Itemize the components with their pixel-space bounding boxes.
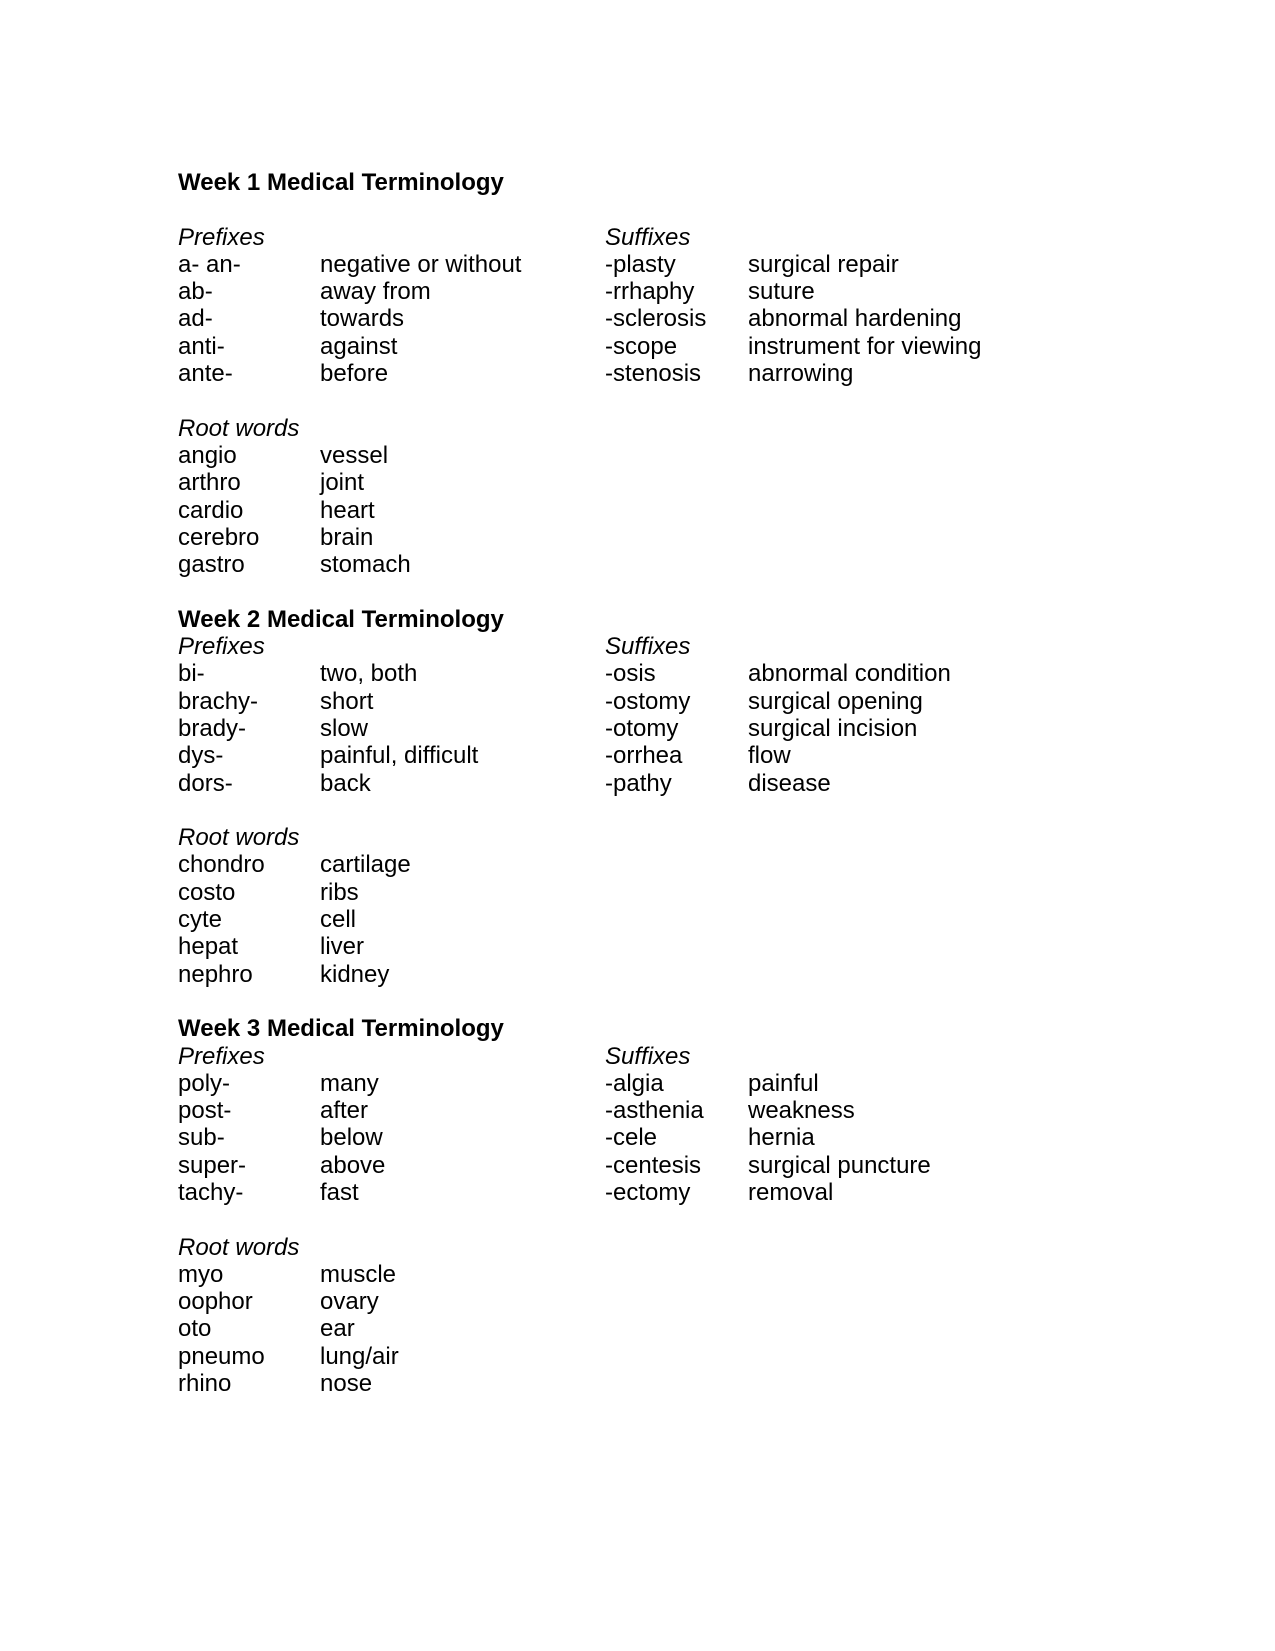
suffix-definition: surgical incision	[748, 714, 918, 742]
root-definition: heart	[320, 496, 375, 524]
root-term: angio	[178, 441, 237, 469]
root-term: arthro	[178, 469, 241, 497]
root-definition: stomach	[320, 551, 411, 579]
root-row	[178, 442, 1078, 469]
root-row	[178, 1370, 1078, 1397]
suffix-definition: abnormal condition	[748, 660, 951, 688]
blank-line	[178, 387, 1078, 414]
suffixes-heading: Suffixes	[605, 223, 691, 251]
root-row	[178, 524, 1078, 551]
prefix-definition: fast	[320, 1178, 359, 1206]
section-header-row	[178, 633, 1078, 660]
section-header-row	[178, 1043, 1078, 1070]
root-row	[178, 551, 1078, 578]
suffix-definition: hernia	[748, 1124, 815, 1152]
prefixes-heading: Prefixes	[178, 1042, 265, 1070]
suffix-term: -orrhea	[605, 742, 683, 770]
prefix-definition: away from	[320, 278, 431, 306]
root-header-row	[178, 824, 1078, 851]
root-row	[178, 497, 1078, 524]
prefix-term: post-	[178, 1097, 232, 1125]
suffix-term: -rrhaphy	[605, 278, 695, 306]
root-row	[178, 1288, 1078, 1315]
term-row	[178, 742, 1078, 769]
root-definition: ear	[320, 1315, 355, 1343]
root-row	[178, 469, 1078, 496]
prefix-term: dys-	[178, 742, 224, 770]
suffix-term: -pathy	[605, 769, 672, 797]
root-words-heading: Root words	[178, 414, 300, 442]
root-definition: vessel	[320, 441, 389, 469]
suffix-definition: disease	[748, 769, 831, 797]
suffix-term: -ostomy	[605, 687, 691, 715]
root-row	[178, 933, 1078, 960]
root-definition: muscle	[320, 1260, 397, 1288]
suffix-term: -asthenia	[605, 1097, 704, 1125]
root-term: oto	[178, 1315, 212, 1343]
root-term: nephro	[178, 960, 253, 988]
root-row	[178, 851, 1078, 878]
prefix-term: sub-	[178, 1124, 225, 1152]
root-term: cardio	[178, 496, 244, 524]
root-header-row	[178, 1234, 1078, 1261]
prefix-term: dors-	[178, 769, 233, 797]
prefixes-heading: Prefixes	[178, 633, 265, 661]
suffix-term: -sclerosis	[605, 305, 707, 333]
prefix-definition: towards	[320, 305, 405, 333]
term-row	[178, 251, 1078, 278]
blank-line	[178, 196, 1078, 223]
suffix-definition: painful	[748, 1069, 819, 1097]
root-definition: lung/air	[320, 1342, 399, 1370]
suffix-definition: flow	[748, 742, 791, 770]
suffix-definition: narrowing	[748, 360, 854, 388]
prefixes-heading: Prefixes	[178, 223, 265, 251]
terminology-document	[178, 169, 1078, 1425]
suffixes-heading: Suffixes	[605, 633, 691, 661]
suffix-term: -centesis	[605, 1151, 702, 1179]
blank-line	[178, 1397, 1078, 1424]
prefix-definition: below	[320, 1124, 383, 1152]
prefix-definition: slow	[320, 714, 369, 742]
root-term: hepat	[178, 933, 239, 961]
root-definition: joint	[320, 469, 365, 497]
root-term: myo	[178, 1260, 224, 1288]
root-header-row	[178, 415, 1078, 442]
prefix-term: bi-	[178, 660, 205, 688]
root-term: rhino	[178, 1370, 232, 1398]
prefix-term: a- an-	[178, 250, 241, 278]
term-row	[178, 660, 1078, 687]
prefix-term: poly-	[178, 1069, 231, 1097]
prefix-definition: against	[320, 332, 398, 360]
term-row	[178, 770, 1078, 797]
root-definition: nose	[320, 1370, 373, 1398]
prefix-term: ad-	[178, 305, 213, 333]
suffix-definition: removal	[748, 1178, 834, 1206]
term-row	[178, 305, 1078, 332]
suffix-term: -algia	[605, 1069, 664, 1097]
suffix-definition: abnormal hardening	[748, 305, 962, 333]
root-row	[178, 1261, 1078, 1288]
root-term: cyte	[178, 906, 223, 934]
prefix-definition: short	[320, 687, 374, 715]
root-row	[178, 961, 1078, 988]
term-row	[178, 1179, 1078, 1206]
root-definition: brain	[320, 523, 374, 551]
week-title-row	[178, 1015, 1078, 1042]
root-definition: ribs	[320, 878, 359, 906]
root-term: chondro	[178, 851, 265, 879]
term-row	[178, 1097, 1078, 1124]
root-row	[178, 879, 1078, 906]
week-title: Week 1 Medical Terminology	[178, 169, 504, 196]
prefix-definition: back	[320, 769, 371, 797]
prefix-definition: many	[320, 1069, 379, 1097]
suffix-term: -osis	[605, 660, 656, 688]
suffix-definition: surgical opening	[748, 687, 923, 715]
suffix-term: -scope	[605, 332, 678, 360]
suffix-term: -ectomy	[605, 1178, 691, 1206]
prefix-definition: painful, difficult	[320, 742, 479, 770]
suffix-definition: suture	[748, 278, 815, 306]
suffixes-heading: Suffixes	[605, 1042, 691, 1070]
prefix-term: tachy-	[178, 1178, 244, 1206]
root-row	[178, 906, 1078, 933]
term-row	[178, 278, 1078, 305]
prefix-definition: two, both	[320, 660, 418, 688]
term-row	[178, 1124, 1078, 1151]
suffix-definition: surgical repair	[748, 250, 899, 278]
blank-line	[178, 1206, 1078, 1233]
term-row	[178, 360, 1078, 387]
week-title-row	[178, 606, 1078, 633]
term-row	[178, 715, 1078, 742]
root-words-heading: Root words	[178, 824, 300, 852]
blank-line	[178, 988, 1078, 1015]
root-words-heading: Root words	[178, 1233, 300, 1261]
prefix-term: brachy-	[178, 687, 259, 715]
suffix-term: -cele	[605, 1124, 658, 1152]
suffix-definition: surgical puncture	[748, 1151, 931, 1179]
prefix-term: brady-	[178, 714, 247, 742]
root-term: cerebro	[178, 523, 260, 551]
blank-line	[178, 578, 1078, 605]
root-row	[178, 1343, 1078, 1370]
prefix-definition: before	[320, 360, 389, 388]
prefix-definition: after	[320, 1097, 369, 1125]
term-row	[178, 333, 1078, 360]
root-definition: cartilage	[320, 851, 411, 879]
suffix-term: -stenosis	[605, 360, 702, 388]
week-title: Week 2 Medical Terminology	[178, 605, 504, 633]
root-term: oophor	[178, 1288, 253, 1316]
prefix-term: ab-	[178, 278, 213, 306]
term-row	[178, 688, 1078, 715]
prefix-term: super-	[178, 1151, 247, 1179]
root-definition: liver	[320, 933, 365, 961]
prefix-definition: negative or without	[320, 250, 522, 278]
week-title-row	[178, 169, 1078, 196]
section-header-row	[178, 224, 1078, 251]
root-term: pneumo	[178, 1342, 265, 1370]
suffix-term: -plasty	[605, 250, 676, 278]
term-row	[178, 1070, 1078, 1097]
root-row	[178, 1315, 1078, 1342]
root-definition: ovary	[320, 1288, 379, 1316]
suffix-definition: instrument for viewing	[748, 332, 982, 360]
root-definition: cell	[320, 906, 357, 934]
prefix-term: ante-	[178, 360, 233, 388]
suffix-definition: weakness	[748, 1097, 855, 1125]
prefix-term: anti-	[178, 332, 225, 360]
blank-line	[178, 797, 1078, 824]
root-definition: kidney	[320, 960, 390, 988]
week-title: Week 3 Medical Terminology	[178, 1015, 504, 1043]
root-term: costo	[178, 878, 236, 906]
root-term: gastro	[178, 551, 245, 579]
term-row	[178, 1152, 1078, 1179]
prefix-definition: above	[320, 1151, 386, 1179]
suffix-term: -otomy	[605, 714, 679, 742]
